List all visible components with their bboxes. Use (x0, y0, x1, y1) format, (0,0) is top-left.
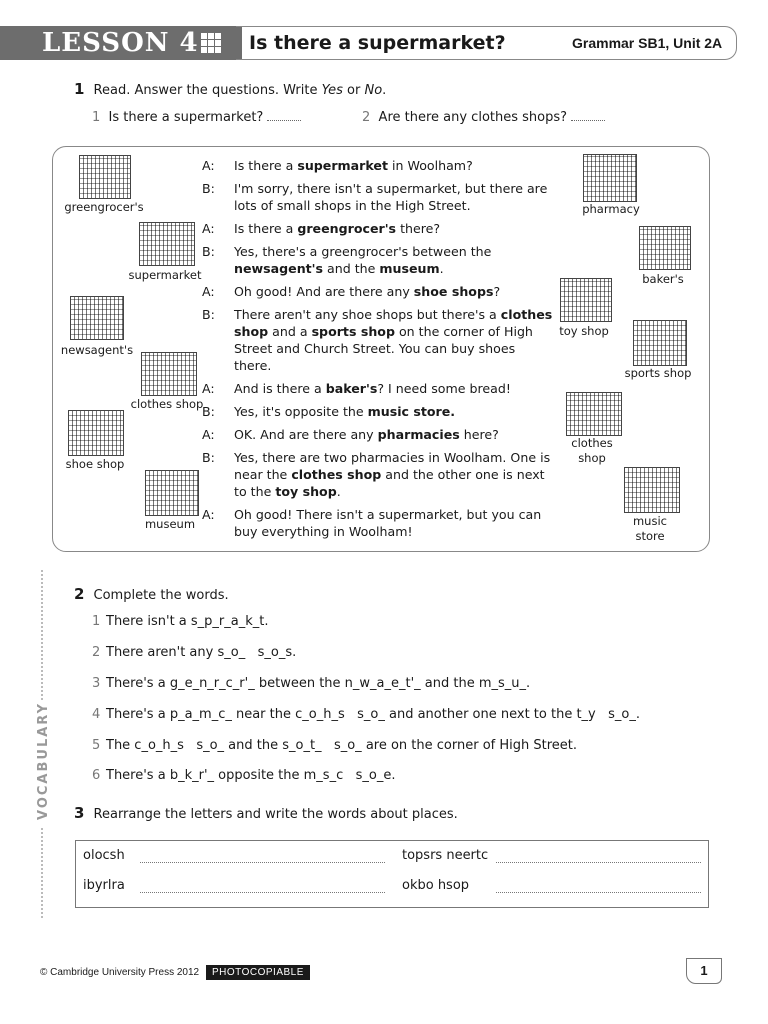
completion-item[interactable]: 3 There's a g_e_n_r_c_r'_ between the n_w_a_e_t'_ and the m_s_u_. (92, 676, 531, 691)
dialogue-line: B: Yes, it's opposite the music store. (202, 404, 456, 419)
dialogue-line: A: And is there a baker's? I need some bread! (202, 381, 511, 396)
grid-icon (201, 33, 221, 53)
pharmacy-label: pharmacy (582, 202, 640, 216)
answer-line[interactable] (496, 892, 701, 893)
page-number: 1 (686, 958, 722, 984)
dialogue-line: B: Yes, there's a greengrocer's between the newsagent's and the museum. (202, 244, 492, 276)
supermarket-image (139, 222, 195, 266)
exercise-instruction: Complete the words. (93, 588, 229, 603)
exercise-instruction: Rearrange the letters and write the words about places. (93, 807, 458, 822)
newsagents-label: newsagent's (60, 343, 134, 357)
completion-item[interactable]: 4 There's a p_a_m_c_ near the c_o_h_s s_o_ and another one next to the t_y s_o_. (92, 707, 641, 722)
exercise-number: 3 (74, 804, 85, 822)
answer-line[interactable] (496, 862, 701, 863)
completion-item[interactable]: 2 There aren't any s_o_ s_o_s. (92, 645, 297, 660)
anagram-word: olocsh (83, 848, 125, 863)
answer-blank[interactable] (571, 120, 605, 121)
answer-line[interactable] (140, 862, 385, 863)
exercise-1-heading (74, 79, 386, 98)
exercise-instruction: Read. Answer the questions. Write Yes or No. (93, 83, 387, 98)
clothes-shop-image (141, 352, 197, 396)
exercise-number: 2 (74, 585, 85, 603)
side-dots-bottom (41, 828, 45, 918)
anagram-word: ibyrlra (83, 878, 125, 893)
side-dots-top (41, 570, 45, 700)
toy-shop-image (560, 278, 612, 322)
bakers-image (639, 226, 691, 270)
dialogue-line: A: Is there a supermarket in Woolham? (202, 158, 473, 173)
shoe-shop-label: shoe shop (65, 457, 125, 471)
bakers-label: baker's (642, 272, 684, 286)
answer-line[interactable] (140, 892, 385, 893)
exercise-number: 1 (74, 80, 85, 98)
dialogue-line: A: OK. And are there any pharmacies here? (202, 427, 499, 442)
sports-shop-image (633, 320, 687, 366)
shoe-shop-image (68, 410, 124, 456)
supermarket-label: supermarket (128, 268, 202, 282)
completion-item[interactable]: 1 There isn't a s_p_r_a_k_t. (92, 614, 269, 629)
clothes-shop-right-image (566, 392, 622, 436)
dialogue-line: A: Oh good! And are there any shoe shops? (202, 284, 501, 299)
clothes-shop-label: clothes shop (130, 397, 204, 411)
completion-item[interactable]: 5 The c_o_h_s s_o_ and the s_o_t_ s_o_ are on the corner of High Street. (92, 738, 578, 753)
copyright: © Cambridge University Press 2012 (40, 967, 200, 978)
sports-shop-label: sports shop (624, 366, 692, 380)
dialogue-line: A: Oh good! There isn't a supermarket, but you can buy everything in Woolham! (202, 507, 542, 539)
unit-reference: Grammar SB1, Unit 2A (572, 35, 723, 51)
pharmacy-image (583, 154, 637, 202)
newsagents-image (70, 296, 124, 340)
anagram-word: topsrs neertc (402, 848, 489, 863)
answer-blank[interactable] (267, 120, 301, 121)
anagram-word: okbo hsop (402, 878, 470, 893)
music-store-label: music store (632, 514, 667, 543)
greengrocers-image (79, 155, 131, 199)
question-1: 1 Is there a supermarket? (92, 110, 301, 125)
museum-label: museum (144, 517, 196, 531)
question-2: 2 Are there any clothes shops? (362, 110, 605, 125)
toy-shop-label: toy shop (559, 324, 609, 338)
exercise-2-heading (74, 584, 229, 603)
dialogue-line: B: There aren't any shoe shops but there's a clothes shop and a sports shop on the corner of High Street and Church Street. You can buy shoes there. (202, 307, 553, 373)
anagram-table (75, 840, 709, 908)
museum-image (145, 470, 199, 516)
exercise-3-heading (74, 803, 458, 822)
dialogue-line: B: Yes, there are two pharmacies in Woolham. One is near the clothes shop and the other one is next to the toy shop. (202, 450, 551, 499)
vocabulary-tab: VOCABULARY (36, 701, 51, 820)
completion-item[interactable]: 6 There's a b_k_r'_ opposite the m_s_c s_o_e. (92, 768, 396, 783)
page-title: Is there a supermarket? (249, 32, 506, 54)
dialogue-line: B: I'm sorry, there isn't a supermarket, but there are lots of small shops in the High Street. (202, 181, 548, 213)
lesson-label: LESSON 4 (42, 28, 199, 58)
dialogue-line: A: Is there a greengrocer's there? (202, 221, 441, 236)
greengrocers-label: greengrocer's (64, 200, 144, 214)
photocopiable-badge: PHOTOCOPIABLE (206, 965, 310, 980)
clothes-shop-right-label: clothes shop (571, 436, 613, 465)
dialogue (202, 157, 554, 546)
music-store-image (624, 467, 680, 513)
